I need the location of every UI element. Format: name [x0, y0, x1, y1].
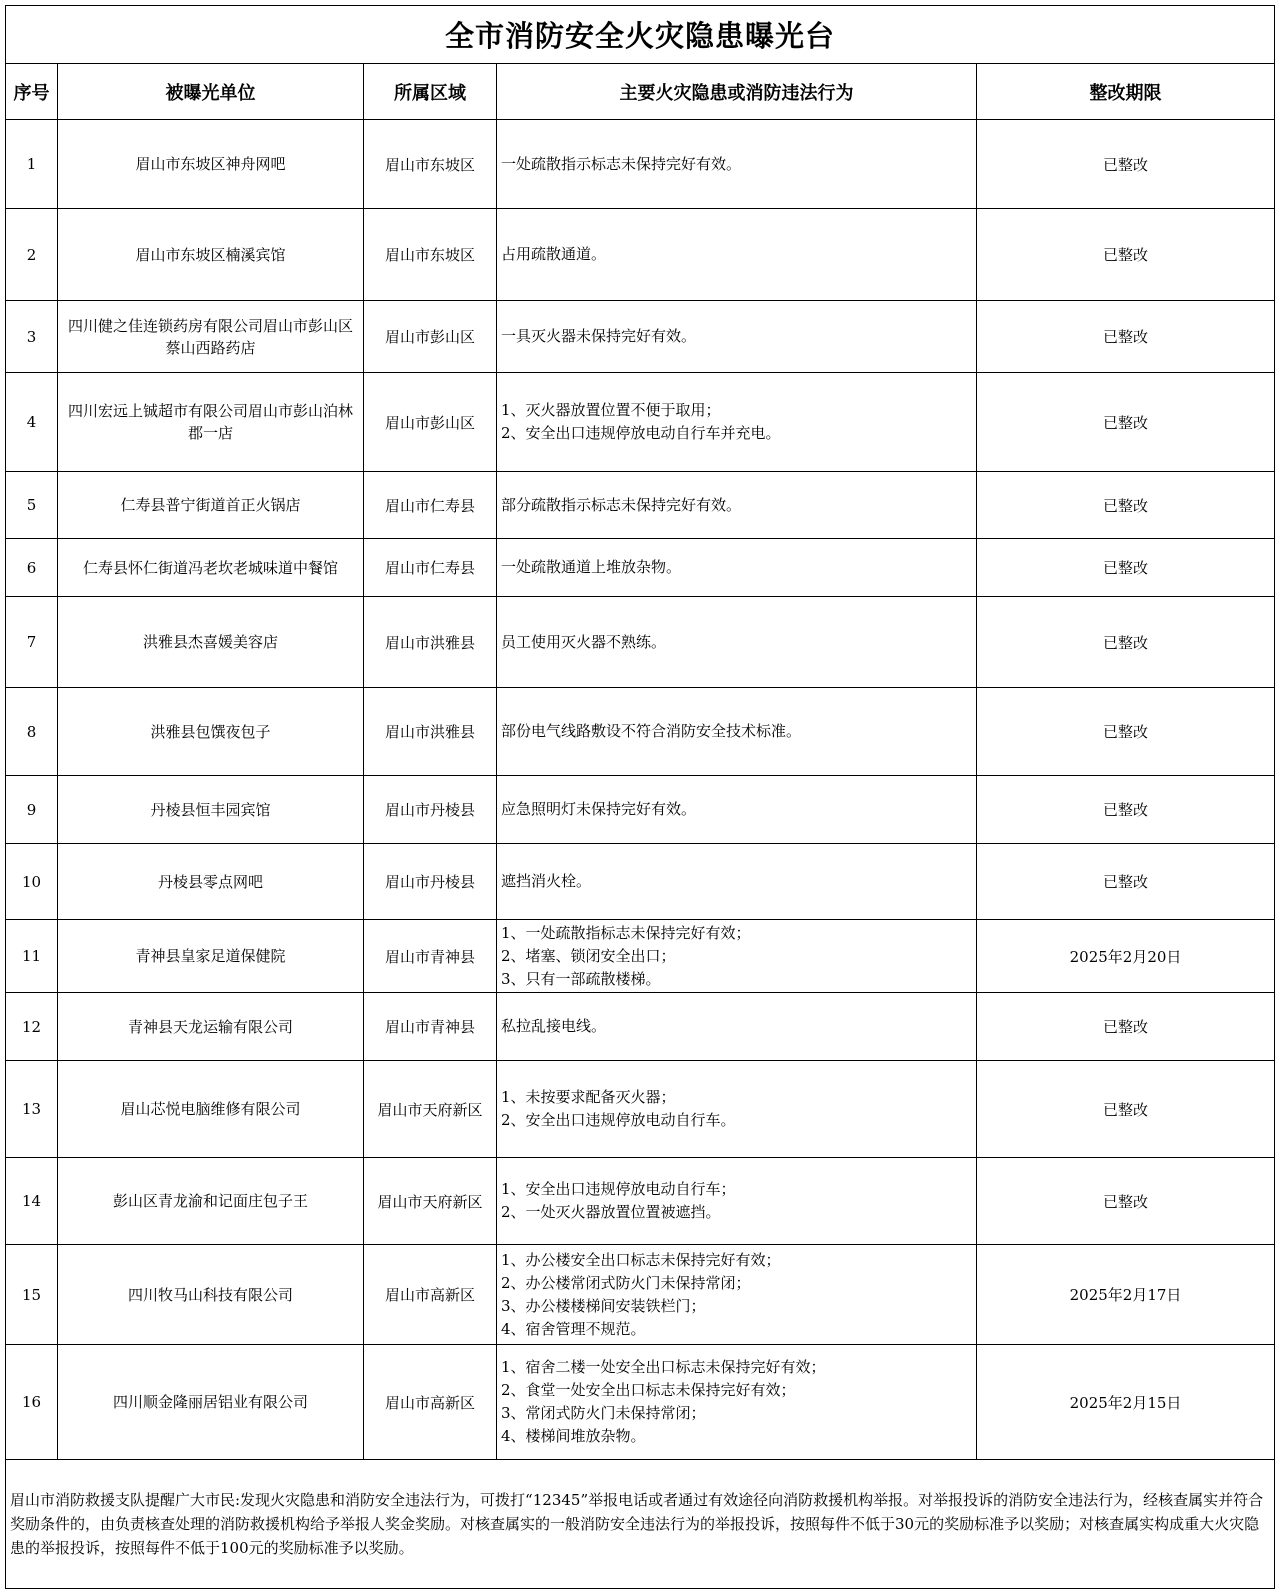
- row-index: 12: [6, 993, 58, 1061]
- row-index: 1: [6, 120, 58, 209]
- row-index: 5: [6, 472, 58, 539]
- rectification-deadline: 已整改: [977, 688, 1275, 776]
- rectification-deadline: 已整改: [977, 373, 1275, 472]
- region-name: 眉山市丹棱县: [364, 844, 497, 920]
- exposed-unit-name: 四川牧马山科技有限公司: [58, 1245, 364, 1345]
- exposed-unit-name: 四川健之佳连锁药房有限公司眉山市彭山区蔡山西路药店: [58, 301, 364, 373]
- hazard-description: [497, 688, 977, 776]
- hazard-item: 遮挡消火栓。: [501, 872, 592, 890]
- region-name: 眉山市仁寿县: [364, 539, 497, 597]
- region-name: 眉山市东坡区: [364, 209, 497, 301]
- table-row: [6, 1245, 1275, 1345]
- row-index: 7: [6, 597, 58, 688]
- region-name: 眉山市高新区: [364, 1245, 497, 1345]
- hazard-item: 部份电气线路敷设不符合消防安全技术标准。: [501, 722, 802, 740]
- region-name: 眉山市丹棱县: [364, 776, 497, 844]
- hazard-item: 4、宿舍管理不规范。: [501, 1319, 646, 1338]
- hazard-item: 私拉乱接电线。: [501, 1017, 607, 1035]
- row-index: 8: [6, 688, 58, 776]
- region-name: 眉山市天府新区: [364, 1061, 497, 1158]
- exposed-unit-name: 丹棱县零点网吧: [58, 844, 364, 920]
- region-name: 眉山市彭山区: [364, 301, 497, 373]
- region-name: 眉山市彭山区: [364, 373, 497, 472]
- rectification-deadline: 已整改: [977, 209, 1275, 301]
- row-index: 14: [6, 1158, 58, 1245]
- hazard-item: 3、只有一部疏散楼梯。: [501, 969, 661, 988]
- rectification-deadline: 已整改: [977, 120, 1275, 209]
- hazard-description: [497, 120, 977, 209]
- row-index: 16: [6, 1345, 58, 1460]
- hazard-description: [497, 776, 977, 844]
- table-row: [6, 373, 1275, 472]
- column-header-deadline: 整改期限: [977, 64, 1275, 120]
- region-name: 眉山市高新区: [364, 1345, 497, 1460]
- exposed-unit-name: 洪雅县包馔夜包子: [58, 688, 364, 776]
- rectification-deadline: 2025年2月15日: [977, 1345, 1275, 1460]
- hazard-item: 3、办公楼楼梯间安装铁栏门；: [501, 1296, 706, 1315]
- row-index: 9: [6, 776, 58, 844]
- column-header-issues: 主要火灾隐患或消防违法行为: [497, 64, 977, 120]
- row-index: 15: [6, 1245, 58, 1345]
- column-header-region: 所属区域: [364, 64, 497, 120]
- hazard-item: 2、食堂一处安全出口标志未保持完好有效；: [501, 1381, 796, 1399]
- region-name: 眉山市东坡区: [364, 120, 497, 209]
- table-row: [6, 1158, 1275, 1245]
- row-index: 11: [6, 920, 58, 993]
- region-name: 眉山市天府新区: [364, 1158, 497, 1245]
- hazard-description: [497, 993, 977, 1061]
- hazard-item: 部分疏散指示标志未保持完好有效。: [501, 495, 742, 514]
- hazard-item: 2、办公楼常闭式防火门未保持常闭；: [501, 1273, 751, 1292]
- region-name: 眉山市青神县: [364, 920, 497, 993]
- row-index: 13: [6, 1061, 58, 1158]
- exposed-unit-name: 丹棱县恒丰园宾馆: [58, 776, 364, 844]
- table-row: [6, 993, 1275, 1061]
- hazard-description: [497, 1345, 977, 1460]
- column-header-unit: 被曝光单位: [58, 64, 364, 120]
- hazard-item: 2、安全出口违规停放电动自行车并充电。: [501, 424, 781, 442]
- table-row: [6, 597, 1275, 688]
- hazard-item: 占用疏散通道。: [501, 245, 607, 263]
- table-row: [6, 301, 1275, 373]
- exposed-unit-name: 彭山区青龙渝和记面庄包子王: [58, 1158, 364, 1245]
- table-row: [6, 209, 1275, 301]
- hazard-description: [497, 1061, 977, 1158]
- hazard-item: 员工使用灭火器不熟练。: [501, 632, 667, 651]
- hazard-item: 2、一处灭火器放置位置被遮挡。: [501, 1203, 721, 1221]
- exposed-unit-name: 眉山市东坡区神舟网吧: [58, 120, 364, 209]
- rectification-deadline: 已整改: [977, 776, 1275, 844]
- footer-row: [6, 1460, 1275, 1589]
- title-row: [6, 6, 1275, 64]
- hazard-description: [497, 539, 977, 597]
- table-row: [6, 920, 1275, 993]
- rectification-deadline: 已整改: [977, 539, 1275, 597]
- hazard-description: [497, 209, 977, 301]
- hazard-item: 一处疏散指示标志未保持完好有效。: [501, 154, 742, 173]
- hazard-item: 1、灭火器放置位置不便于取用；: [501, 401, 721, 419]
- region-name: 眉山市洪雅县: [364, 597, 497, 688]
- column-header-index: 序号: [6, 64, 58, 120]
- hazard-item: 4、楼梯间堆放杂物。: [501, 1427, 646, 1445]
- exposed-unit-name: 青神县天龙运输有限公司: [58, 993, 364, 1061]
- hazard-item: 1、未按要求配备灭火器；: [501, 1088, 676, 1106]
- table-row: [6, 776, 1275, 844]
- region-name: 眉山市青神县: [364, 993, 497, 1061]
- hazard-description: [497, 1158, 977, 1245]
- row-index: 6: [6, 539, 58, 597]
- hazard-item: 2、堵塞、锁闭安全出口；: [501, 946, 676, 965]
- exposed-unit-name: 眉山芯悦电脑维修有限公司: [58, 1061, 364, 1158]
- hazard-item: 1、宿舍二楼一处安全出口标志未保持完好有效；: [501, 1358, 826, 1376]
- exposed-unit-name: 洪雅县杰喜媛美容店: [58, 597, 364, 688]
- row-index: 4: [6, 373, 58, 472]
- rectification-deadline: 已整改: [977, 1158, 1275, 1245]
- row-index: 2: [6, 209, 58, 301]
- reminder-notice: 眉山市消防救援支队提醒广大市民:发现火灾隐患和消防安全违法行为，可拨打“12345”举报电话或者通过有效途径向消防救援机构举报。对举报投诉的消防安全违法行为，经核查属实并符合奖励条件的，由负责核查处理的消防救援机构给予举报人奖金奖励。对核查属实的一般消防安全违法行为的举报投诉，按照每件不低于30元的奖励标准予以奖励；对核查属实构成重大火灾隐患的举报投诉，按照每件不低于100元的奖励标准予以奖励。: [6, 1460, 1275, 1589]
- region-name: 眉山市仁寿县: [364, 472, 497, 539]
- exposed-unit-name: 仁寿县怀仁街道冯老坎老城味道中餐馆: [58, 539, 364, 597]
- exposure-table: [5, 5, 1275, 1589]
- hazard-item: 1、一处疏散指标志未保持完好有效；: [501, 923, 751, 942]
- rectification-deadline: 已整改: [977, 993, 1275, 1061]
- table-row: [6, 1061, 1275, 1158]
- hazard-item: 一具灭火器未保持完好有效。: [501, 327, 697, 345]
- exposed-unit-name: 眉山市东坡区楠溪宾馆: [58, 209, 364, 301]
- rectification-deadline: 已整改: [977, 844, 1275, 920]
- hazard-item: 1、安全出口违规停放电动自行车；: [501, 1180, 736, 1198]
- hazard-description: [497, 597, 977, 688]
- rectification-deadline: 已整改: [977, 1061, 1275, 1158]
- table-row: [6, 120, 1275, 209]
- hazard-description: [497, 844, 977, 920]
- rectification-deadline: 已整改: [977, 472, 1275, 539]
- rectification-deadline: 2025年2月17日: [977, 1245, 1275, 1345]
- hazard-item: 一处疏散通道上堆放杂物。: [501, 558, 682, 576]
- hazard-description: [497, 301, 977, 373]
- rectification-deadline: 2025年2月20日: [977, 920, 1275, 993]
- exposed-unit-name: 青神县皇家足道保健院: [58, 920, 364, 993]
- table-row: [6, 472, 1275, 539]
- rectification-deadline: 已整改: [977, 301, 1275, 373]
- row-index: 10: [6, 844, 58, 920]
- hazard-description: [497, 1245, 977, 1345]
- header-row: [6, 64, 1275, 120]
- hazard-description: [497, 920, 977, 993]
- hazard-item: 应急照明灯未保持完好有效。: [501, 800, 697, 818]
- hazard-description: [497, 472, 977, 539]
- exposed-unit-name: 四川顺金隆丽居铝业有限公司: [58, 1345, 364, 1460]
- hazard-item: 1、办公楼安全出口标志未保持完好有效；: [501, 1250, 781, 1269]
- table-row: [6, 844, 1275, 920]
- page-title: 全市消防安全火灾隐患曝光台: [6, 6, 1275, 64]
- hazard-item: 2、安全出口违规停放电动自行车。: [501, 1111, 736, 1129]
- hazard-item: 3、常闭式防火门未保持常闭；: [501, 1404, 706, 1422]
- exposed-unit-name: 四川宏远上铖超市有限公司眉山市彭山泊林郡一店: [58, 373, 364, 472]
- table-row: [6, 539, 1275, 597]
- rectification-deadline: 已整改: [977, 597, 1275, 688]
- hazard-description: [497, 373, 977, 472]
- table-row: [6, 1345, 1275, 1460]
- table-row: [6, 688, 1275, 776]
- region-name: 眉山市洪雅县: [364, 688, 497, 776]
- exposed-unit-name: 仁寿县普宁街道首正火锅店: [58, 472, 364, 539]
- row-index: 3: [6, 301, 58, 373]
